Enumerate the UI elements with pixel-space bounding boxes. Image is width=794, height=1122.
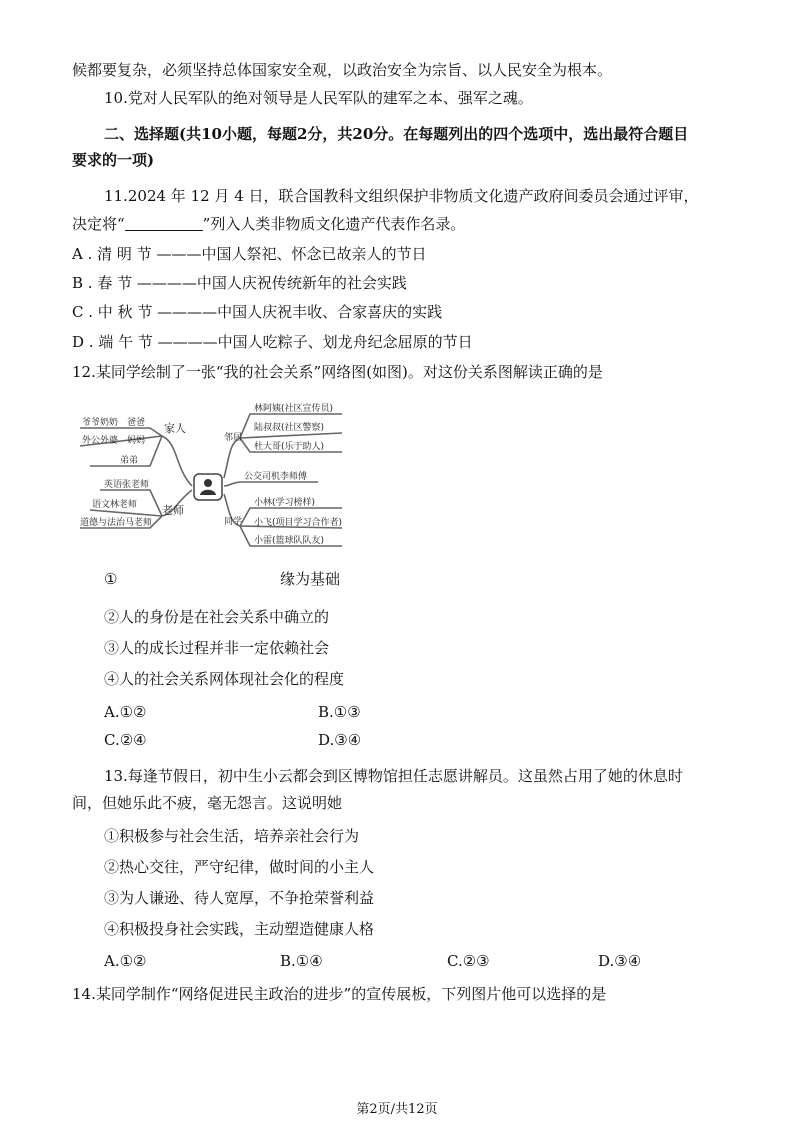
question-13-stem: 13.每逢节假日，初中生小云都会到区博物馆担任志愿讲解员。这虽然占用了她的休息时 bbox=[104, 767, 683, 785]
statement-4: ④人的社会关系网体现社会化的程度 bbox=[104, 670, 345, 688]
option-d: D.③④ bbox=[318, 731, 362, 749]
mindmap-node-classmate: 同学 bbox=[224, 517, 243, 527]
option-c: C . 中 秋 节 ————中国人庆祝丰收、合家喜庆的实践 bbox=[72, 303, 443, 321]
option-d: D.③④ bbox=[598, 952, 642, 970]
text-line: 候都要复杂，必须坚持总体国家安全观，以政治安全为宗旨、以人民安全为根本。 bbox=[72, 61, 613, 79]
section-heading: 二、选择题(共10小题，每题2分，共20分。在每题列出的四个选项中，选出最符合题目 bbox=[104, 125, 689, 143]
mindmap-leaf-driver: 公交司机李师傅 bbox=[244, 472, 308, 482]
mindmap-leaf: 外公外婆 妈妈 bbox=[82, 436, 146, 446]
mindmap-leaf: 道德与法治马老师 bbox=[80, 518, 153, 528]
option-a: A . 清 明 节 ———中国人祭祀、怀念已故亲人的节日 bbox=[72, 245, 427, 263]
mindmap-leaf: 小林(学习榜样) bbox=[254, 498, 316, 508]
statement-1-start: ① bbox=[104, 570, 118, 588]
answer-blank bbox=[125, 215, 203, 231]
option-b: B . 春 节 ————中国人庆祝传统新年的社会实践 bbox=[72, 274, 407, 292]
mindmap-leaf: 小雷(篮球队队友) bbox=[254, 536, 325, 546]
statement-2: ②热心交往，严守纪律，做时间的小主人 bbox=[104, 858, 375, 876]
mindmap-node-family: 家人 bbox=[164, 422, 186, 435]
question-11-stem-cont bbox=[72, 214, 465, 234]
mindmap-leaf: 弟弟 bbox=[120, 456, 139, 466]
question-12-stem: 12.某同学绘制了一张“我的社会关系”网络图(如图)。对这份关系图解读正确的是 bbox=[72, 363, 603, 381]
mindmap-node-teacher: 老师 bbox=[162, 504, 184, 517]
mindmap-leaf: 杜大哥(乐于助人) bbox=[254, 442, 325, 452]
option-d: D . 端 午 节 ————中国人吃粽子、划龙舟纪念屈原的节日 bbox=[72, 333, 473, 351]
page-footer: 第2页/共12页 bbox=[356, 1102, 438, 1117]
mindmap-leaf: 爷爷奶奶 爸爸 bbox=[82, 418, 146, 428]
statement-2: ②人的身份是在社会关系中确立的 bbox=[104, 608, 330, 626]
statement-3: ③人的成长过程并非一定依赖社会 bbox=[104, 639, 330, 657]
statement-1: ①积极参与社会生活，培养亲社会行为 bbox=[104, 827, 360, 845]
mindmap-node-neighbor: 邻居 bbox=[224, 433, 243, 443]
statement-3: ③为人谦逊、待人宽厚，不争抢荣誉利益 bbox=[104, 889, 375, 907]
option-c: C.②③ bbox=[447, 952, 490, 970]
stem-text: 决定将“ bbox=[72, 215, 125, 233]
option-b: B.①④ bbox=[280, 952, 323, 970]
section-heading: 要求的一项) bbox=[72, 151, 155, 169]
question-13-stem-cont: 间，但她乐此不疲，毫无怨言。这说明她 bbox=[72, 794, 343, 812]
social-relations-mindmap bbox=[80, 398, 348, 556]
mindmap-leaf: 陆叔叔(社区警察) bbox=[254, 423, 325, 433]
stem-text: ”列入人类非物质文化遗产代表作名录。 bbox=[202, 215, 466, 233]
option-c: C.②④ bbox=[104, 731, 147, 749]
mindmap-leaf: 小飞(项目学习合作者) bbox=[254, 518, 343, 528]
statement-4: ④积极投身社会实践，主动塑造健康人格 bbox=[104, 920, 375, 938]
mindmap-leaf: 英语张老师 bbox=[104, 480, 150, 490]
option-a: A.①② bbox=[104, 703, 147, 721]
option-b: B.①③ bbox=[318, 703, 361, 721]
option-a: A.①② bbox=[104, 952, 147, 970]
question-11-stem: 11.2024 年 12 月 4 日，联合国教科文组织保护非物质文化遗产政府间委员会通过评审， bbox=[104, 187, 699, 205]
mindmap-leaf: 林阿姨(社区宣传员) bbox=[254, 404, 334, 414]
question-14-stem: 14.某同学制作“网络促进民主政治的进步”的宣传展板，下列图片他可以选择的是 bbox=[72, 985, 607, 1003]
statement-1-end: 缘为基础 bbox=[280, 570, 341, 588]
mindmap-leaf: 语文林老师 bbox=[92, 500, 138, 510]
text-line: 10.党对人民军队的绝对领导是人民军队的建军之本、强军之魂。 bbox=[104, 89, 533, 107]
